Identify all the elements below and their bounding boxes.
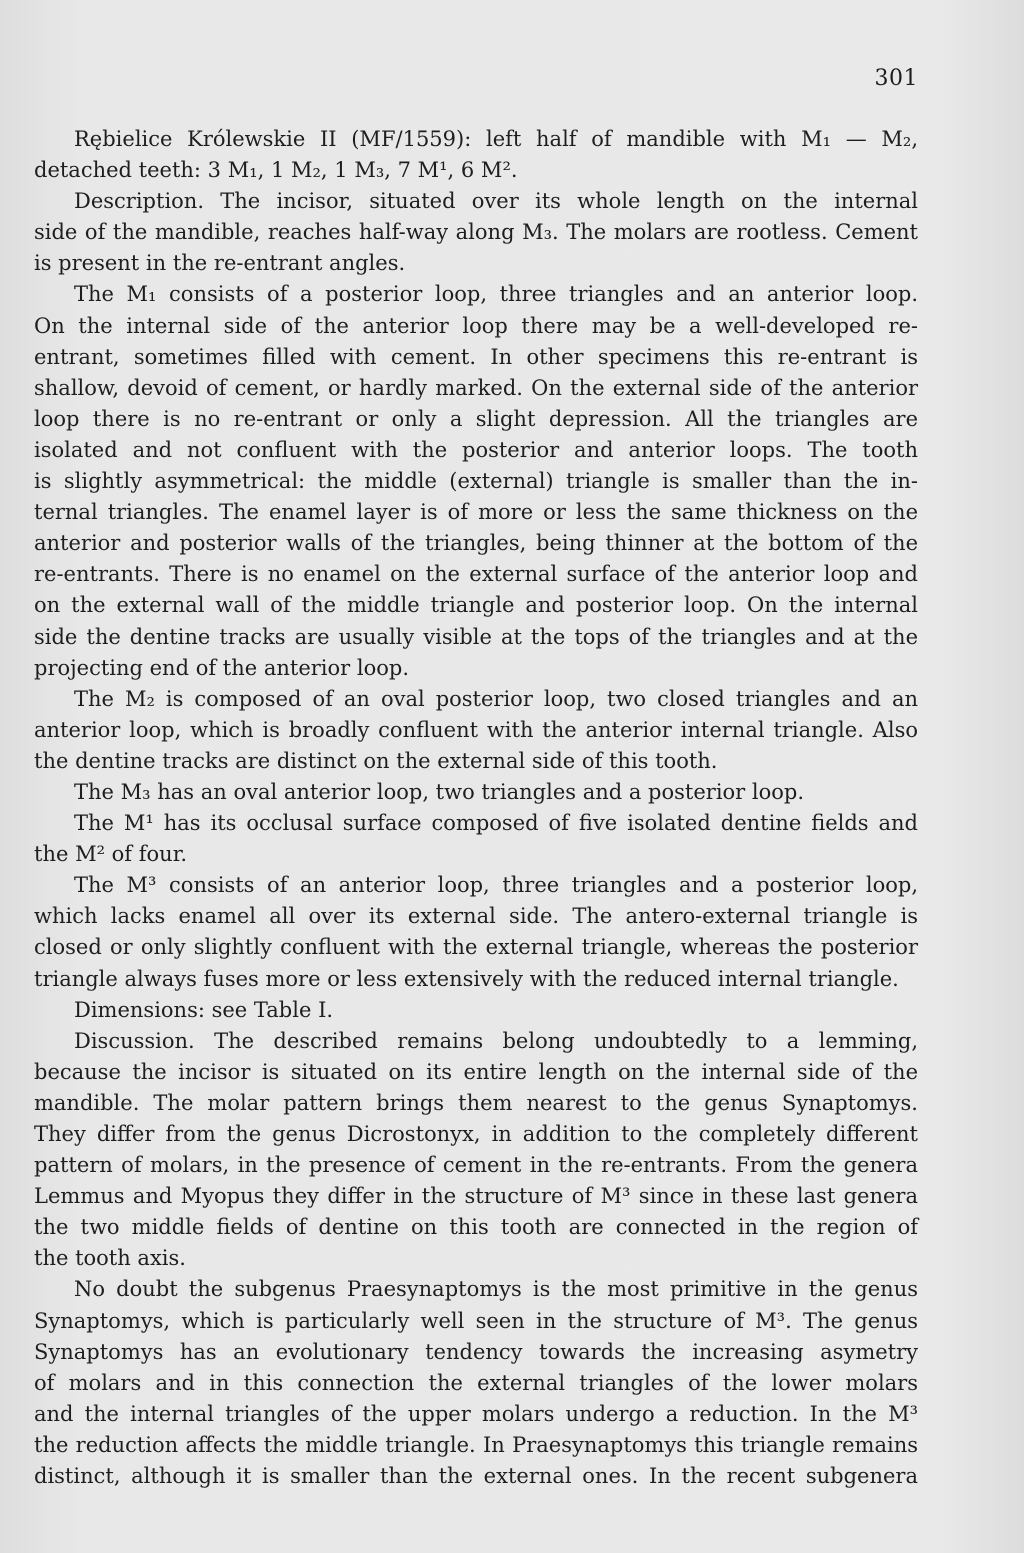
text-line: Synaptomys, which is particularly well seen in the structure of M³. The genus [34, 1308, 918, 1333]
text-line: entrant, sometimes filled with cement. In other specimens this re-entrant is [34, 344, 918, 369]
text-line: is present in the re-entrant angles. [34, 251, 406, 276]
text-line: shallow, devoid of cement, or hardly marked. On the external side of the anterior [34, 375, 918, 400]
page-number: 301 [874, 66, 918, 91]
text-line: the two middle fields of dentine on this tooth are connected in the region of [34, 1215, 918, 1240]
text-line: anterior loop, which is broadly confluent with the anterior internal triangle. Also [34, 717, 918, 742]
text-line: triangle always fuses more or less extensively with the reduced internal triangle. [34, 966, 899, 991]
text-line: isolated and not confluent with the posterior and anterior loops. The tooth [34, 437, 918, 462]
text-line: closed or only slightly confluent with the external triangle, whereas the posterior [34, 935, 918, 960]
text-line: distinct, although it is smaller than the external ones. In the recent subgenera [34, 1464, 918, 1489]
text-line: detached teeth: 3 M₁, 1 M₂, 1 M₃, 7 M¹, 6 M². [34, 158, 518, 183]
text-line: The M₁ consists of a posterior loop, three triangles and an anterior loop. [74, 282, 918, 307]
text-line: The M³ consists of an anterior loop, three triangles and a posterior loop, [74, 873, 918, 898]
text-line: projecting end of the anterior loop. [34, 655, 409, 680]
text-line: side of the mandible, reaches half-way along M₃. The molars are rootless. Cement [34, 220, 918, 245]
text-line: Rębielice Królewskie II (MF/1559): left half of mandible with M₁ — M₂, [74, 127, 918, 151]
text-line: re-entrants. There is no enamel on the external surface of the anterior loop and [34, 562, 918, 587]
text-line: ternal triangles. The enamel layer is of more or less the same thickness on the [34, 500, 918, 525]
text-line: They differ from the genus Dicrostonyx, in addition to the completely different [34, 1122, 918, 1146]
text-line: The M₂ is composed of an oval posterior loop, two closed triangles and an [74, 686, 918, 711]
text-line: Synaptomys has an evolutionary tendency towards the increasing asymetry [34, 1339, 918, 1364]
text-line: On the internal side of the anterior loop there may be a well-developed re- [34, 313, 918, 338]
text-line: Description. The incisor, situated over its whole length on the internal [74, 189, 918, 214]
text-line: The M¹ has its occlusal surface composed of five isolated dentine fields and [74, 811, 918, 836]
text-line: loop there is no re-entrant or only a slight depression. All the triangles are [34, 406, 918, 431]
text-line: Lemmus and Myopus they differ in the structure of M³ since in these last genera [34, 1184, 918, 1209]
text-line: side the dentine tracks are usually visible at the tops of the triangles and at the [34, 624, 918, 649]
text-line: the M² of four. [34, 842, 188, 867]
text-line: mandible. The molar pattern brings them nearest to the genus Synaptomys. [34, 1090, 918, 1115]
text-line: The M₃ has an oval anterior loop, two triangles and a posterior loop. [74, 779, 805, 804]
text-line: because the incisor is situated on its entire length on the internal side of the [34, 1059, 918, 1084]
text-line: on the external wall of the middle triangle and posterior loop. On the internal [34, 593, 918, 618]
text-line: the dentine tracks are distinct on the external side of this tooth. [34, 748, 718, 773]
text-line: the reduction affects the middle triangle. In Praesynaptomys this triangle remains [34, 1432, 918, 1457]
text-line: and the internal triangles of the upper molars undergo a reduction. In the M³ [34, 1401, 918, 1426]
text-line: the tooth axis. [34, 1246, 186, 1271]
text-line: anterior and posterior walls of the triangles, being thinner at the bottom of the [34, 531, 918, 556]
body-text [34, 124, 918, 1492]
text-line: which lacks enamel all over its external side. The antero-external triangle is [34, 904, 918, 929]
text-line: Dimensions: see Table I. [74, 997, 334, 1022]
text-line: No doubt the subgenus Praesynaptomys is the most primitive in the genus [74, 1277, 918, 1302]
text-line: is slightly asymmetrical: the middle (external) triangle is smaller than the in- [34, 469, 918, 494]
text-line: pattern of molars, in the presence of cement in the re-entrants. From the genera [34, 1153, 918, 1178]
text-line: of molars and in this connection the external triangles of the lower molars [34, 1370, 918, 1395]
text-line: Discussion. The described remains belong undoubtedly to a lemming, [74, 1028, 918, 1053]
